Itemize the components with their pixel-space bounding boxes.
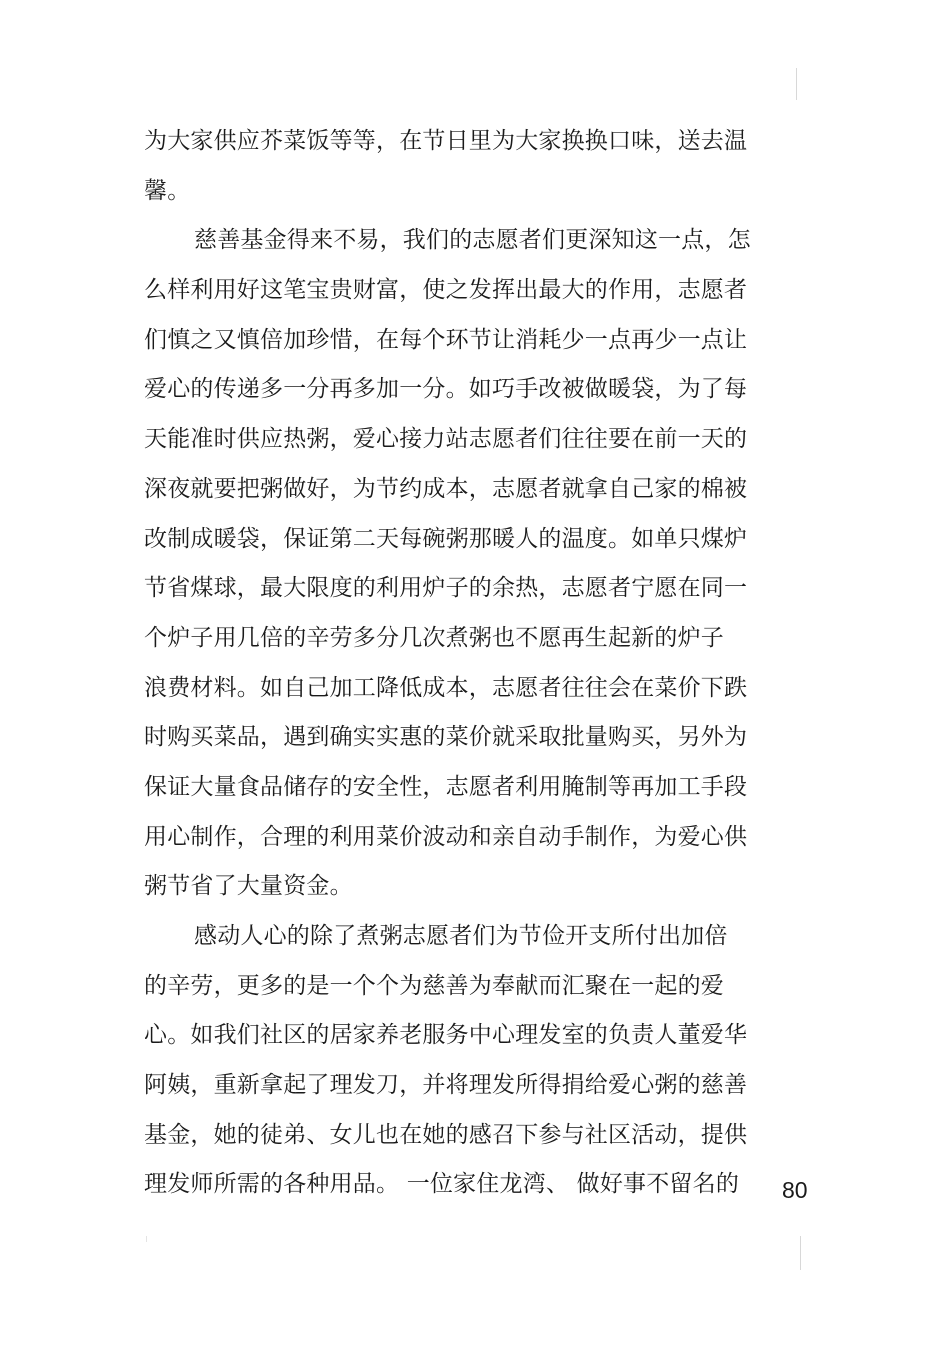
text-line: 爱心的传递多一分再多加一分。如巧手改被做暖袋，为了每 [144, 376, 748, 403]
crop-mark-bottom-right [800, 1236, 801, 1270]
text-line: 深夜就要把粥做好，为节约成本，志愿者就拿自己家的棉被 [144, 475, 748, 502]
text-line: 浪费材料。如自己加工降低成本，志愿者往往会在菜价下跌 [144, 674, 748, 701]
text-line: 时购买菜品，遇到确实实惠的菜价就采取批量购买，另外为 [144, 724, 748, 751]
paragraph-start-line: 慈善基金得来不易，我们的志愿者们更深知这一点，怎 [194, 227, 751, 254]
text-line: 保证大量食品储存的安全性，志愿者利用腌制等再加工手段 [144, 773, 748, 800]
page-number: 80 [782, 1177, 808, 1203]
crop-mark-bottom-left [146, 1236, 147, 1242]
text-line: 天能准时供应热粥，爱心接力站志愿者们往往要在前一天的 [144, 426, 748, 453]
text-line: 么样利用好这笔宝贵财富，使之发挥出最大的作用，志愿者 [144, 277, 748, 304]
text-line: 粥节省了大量资金。 [144, 873, 353, 900]
text-line: 节省煤球，最大限度的利用炉子的余热，志愿者宁愿在同一 [144, 575, 748, 602]
text-line: 理发师所需的各种用品。 一位家住龙湾、 做好事不留名的 [144, 1171, 740, 1198]
text-line: 的辛劳，更多的是一个个为慈善为奉献而汇聚在一起的爱 [144, 972, 724, 999]
text-line: 馨。 [144, 177, 191, 204]
text-line: 用心制作，合理的利用菜价波动和亲自动手制作，为爱心供 [144, 823, 748, 850]
paragraph-start-line: 感动人心的除了煮粥志愿者们为节俭开支所付出加倍 [194, 923, 728, 949]
text-line: 个炉子用几倍的辛劳多分几次煮粥也不愿再生起新的炉子 [144, 624, 724, 651]
text-line: 改制成暖袋，保证第二天每碗粥那暖人的温度。如单只煤炉 [144, 525, 748, 552]
text-line: 心。如我们社区的居家养老服务中心理发室的负责人董爱华 [144, 1022, 748, 1049]
text-line: 们慎之又慎倍加珍惜，在每个环节让消耗少一点再少一点让 [144, 326, 748, 353]
text-line: 阿姨，重新拿起了理发刀，并将理发所得捐给爱心粥的慈善 [144, 1072, 748, 1099]
text-line: 基金，她的徒弟、女儿也在她的感召下参与社区活动，提供 [144, 1121, 748, 1148]
body-text [144, 117, 784, 1210]
text-line: 为大家供应芥菜饭等等，在节日里为大家换换口味，送去温 [144, 128, 748, 154]
crop-mark-top-right [796, 68, 797, 100]
